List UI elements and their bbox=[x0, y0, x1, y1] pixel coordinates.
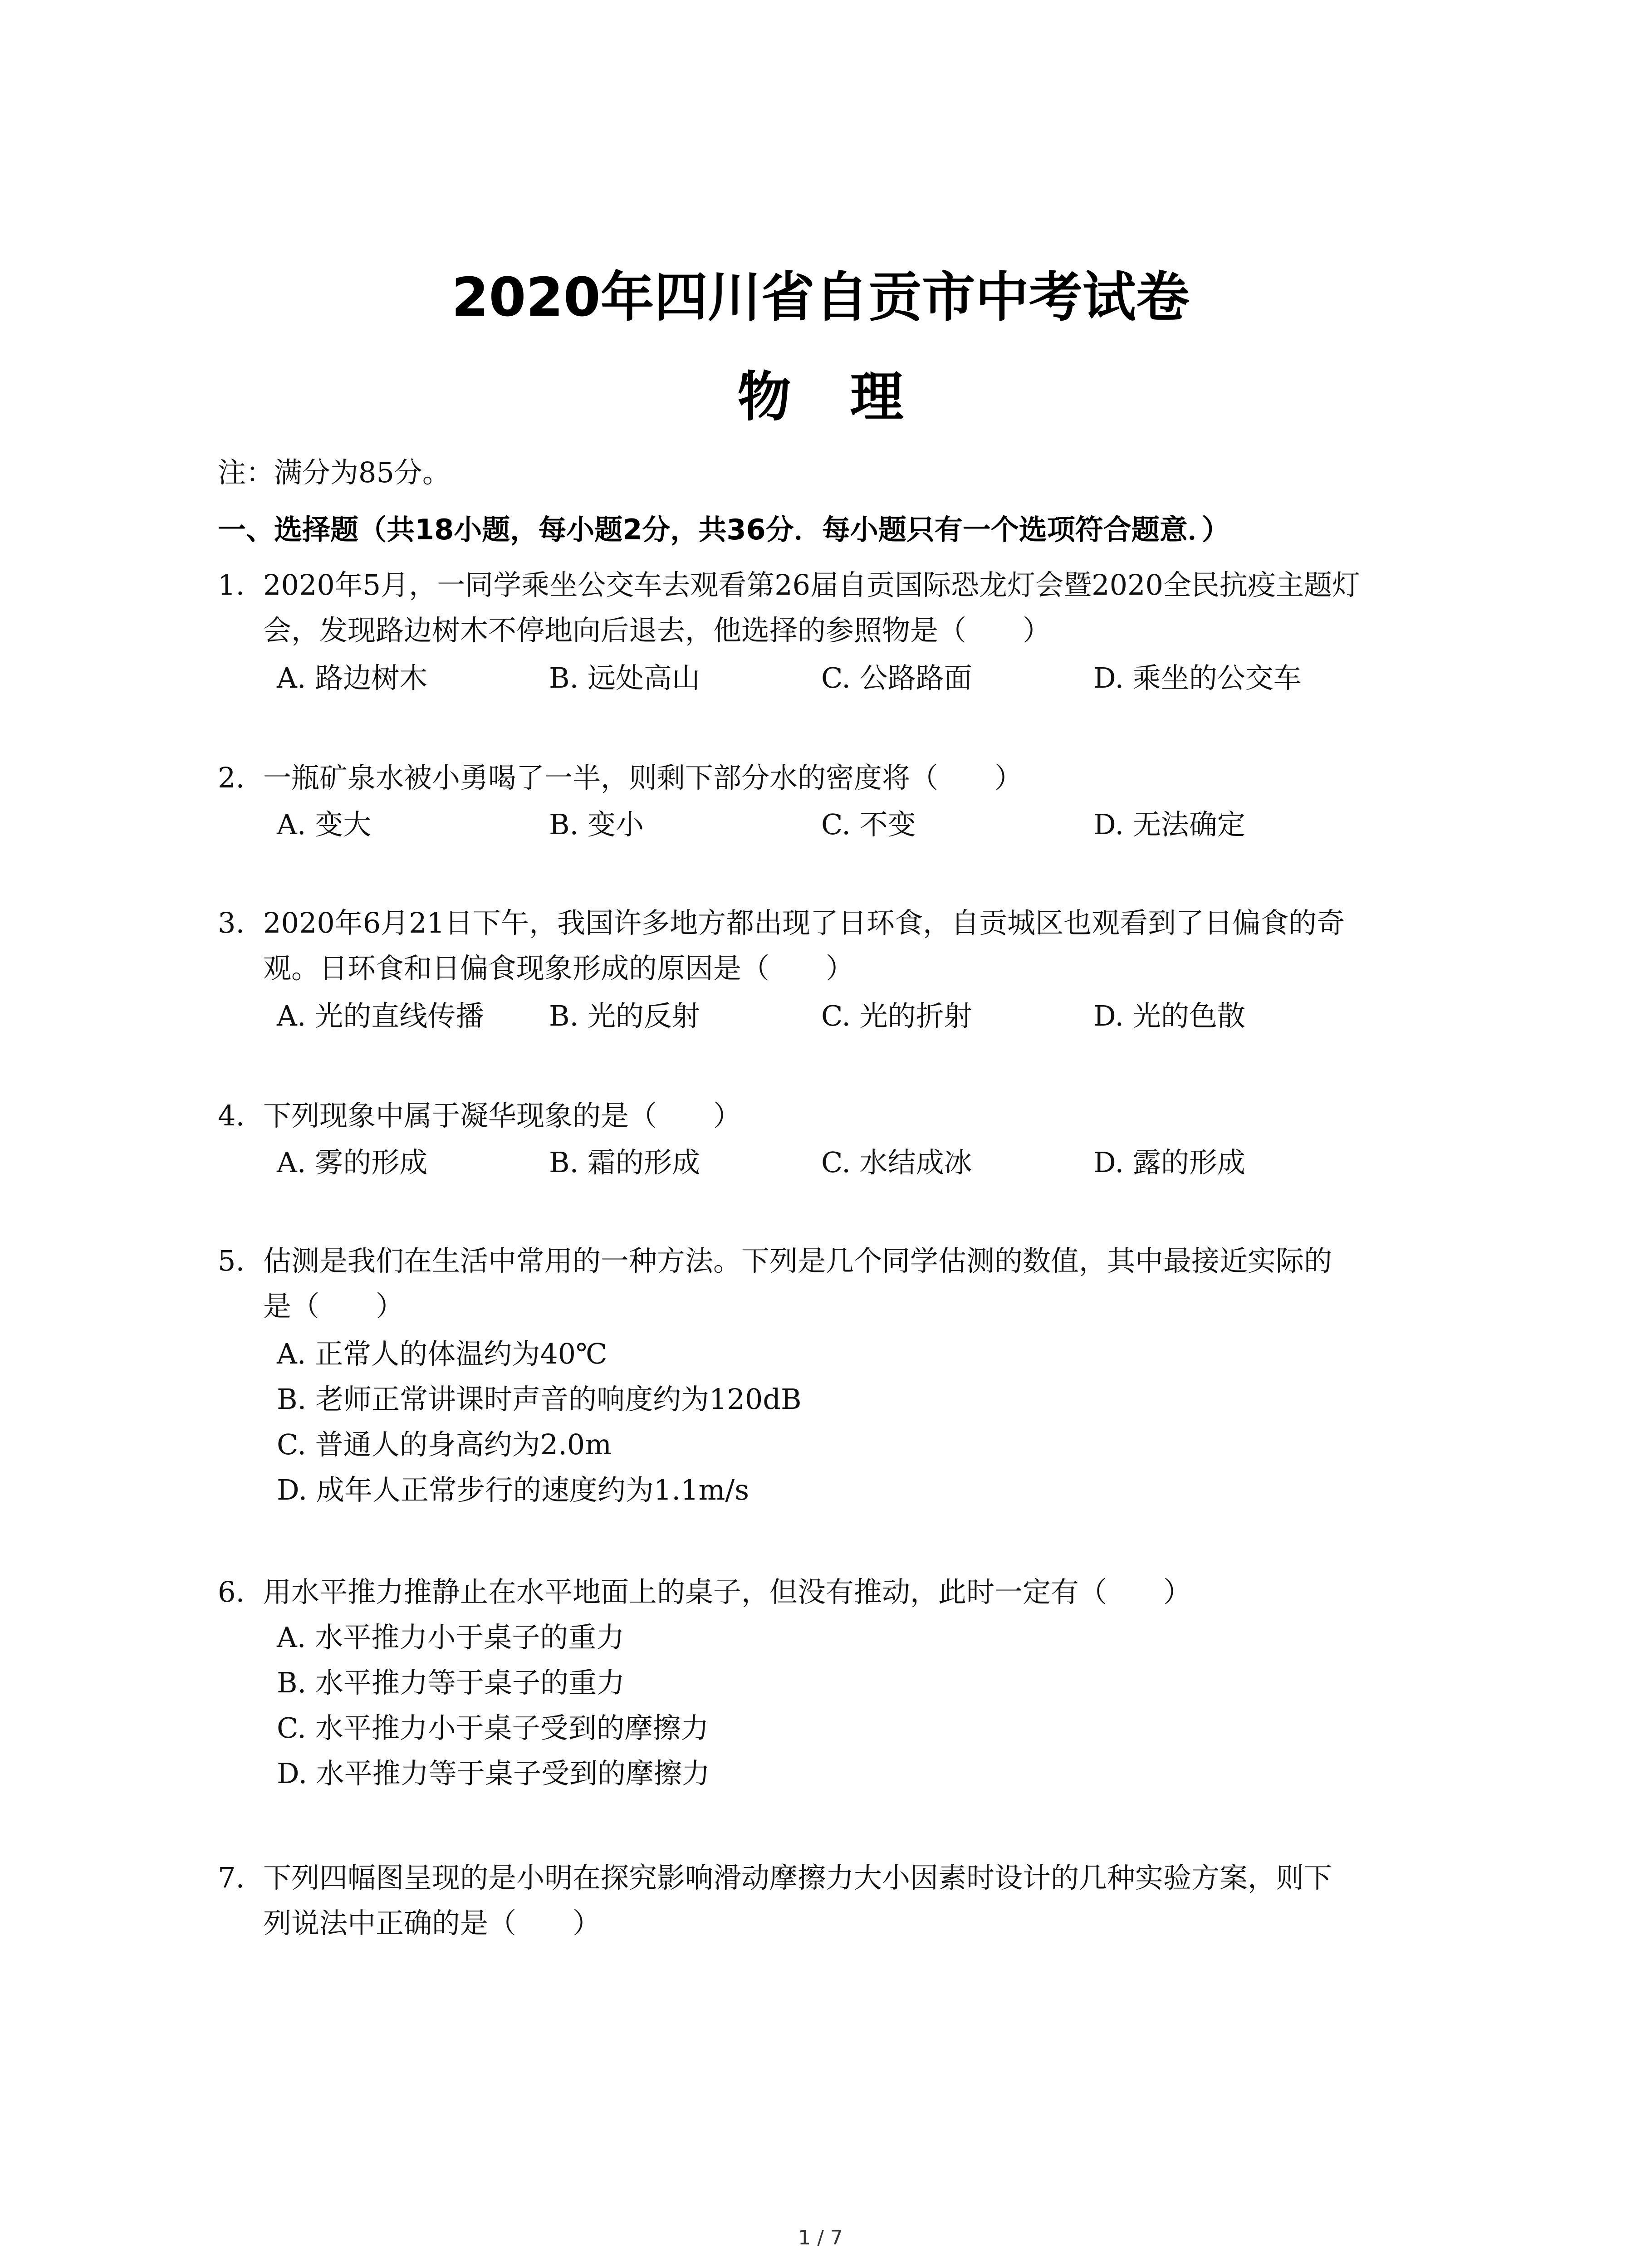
question-1-option-d[interactable]: D. 乘坐的公交车 bbox=[1093, 661, 1302, 694]
question-4-option-d[interactable]: D. 露的形成 bbox=[1093, 1146, 1245, 1179]
question-5-option-c[interactable]: C. 普通人的身高约为2.0m bbox=[277, 1428, 612, 1461]
question-text: 用水平推力推静止在水平地面上的桌子，但没有推动，此时一定有（ ） bbox=[263, 1575, 1192, 1608]
question-2-option-d[interactable]: D. 无法确定 bbox=[1093, 808, 1245, 841]
page-number: 1 / 7 bbox=[798, 2226, 843, 2249]
question-3-line-1 bbox=[218, 905, 1345, 941]
question-5-line-2: 是（ ） bbox=[263, 1290, 404, 1323]
question-2-option-c[interactable]: C. 不变 bbox=[821, 808, 916, 841]
question-1-option-b[interactable]: B. 远处高山 bbox=[549, 661, 700, 694]
question-number: 7. bbox=[218, 1861, 245, 1894]
question-6-option-c[interactable]: C. 水平推力小于桌子受到的摩擦力 bbox=[277, 1711, 709, 1745]
question-7-line-1 bbox=[218, 1860, 1332, 1896]
question-1-line-1 bbox=[218, 567, 1360, 603]
question-6-option-b[interactable]: B. 水平推力等于桌子的重力 bbox=[277, 1666, 625, 1699]
question-3-option-b[interactable]: B. 光的反射 bbox=[549, 999, 700, 1032]
question-4-option-c[interactable]: C. 水结成冰 bbox=[821, 1146, 972, 1179]
question-7-line-2: 列说法中正确的是（ ） bbox=[263, 1906, 601, 1940]
question-number: 2. bbox=[218, 761, 245, 794]
question-4-option-b[interactable]: B. 霜的形成 bbox=[549, 1146, 700, 1179]
question-text: 2020年5月，一同学乘坐公交车去观看第26届自贡国际恐龙灯会暨2020全民抗疫主题灯 bbox=[263, 568, 1360, 601]
score-note: 注：满分为85分。 bbox=[218, 456, 451, 489]
question-5-option-d[interactable]: D. 成年人正常步行的速度约为1.1m/s bbox=[277, 1473, 749, 1506]
question-text: 估测是我们在生活中常用的一种方法。下列是几个同学估测的数值，其中最接近实际的 bbox=[263, 1244, 1332, 1277]
question-number: 6. bbox=[218, 1575, 245, 1608]
question-2-option-b[interactable]: B. 变小 bbox=[549, 808, 644, 841]
question-5-option-a[interactable]: A. 正常人的体温约为40℃ bbox=[277, 1337, 607, 1370]
question-text: 下列现象中属于凝华现象的是（ ） bbox=[263, 1099, 742, 1132]
question-text: 下列四幅图呈现的是小明在探究影响滑动摩擦力大小因素时设计的几种实验方案，则下 bbox=[263, 1861, 1332, 1894]
question-3-option-a[interactable]: A. 光的直线传播 bbox=[277, 999, 484, 1032]
question-1-option-a[interactable]: A. 路边树木 bbox=[277, 661, 428, 694]
question-6-line-1 bbox=[218, 1574, 1191, 1610]
question-text: 2020年6月21日下午，我国许多地方都出现了日环食，自贡城区也观看到了日偏食的奇 bbox=[263, 906, 1345, 939]
question-text: 一瓶矿泉水被小勇喝了一半，则剩下部分水的密度将（ ） bbox=[263, 761, 1023, 794]
section-heading: 一、选择题（共18小题，每小题2分，共36分．每小题只有一个选项符合题意．） bbox=[218, 513, 1230, 546]
question-4-line-1 bbox=[218, 1098, 741, 1134]
question-number: 4. bbox=[218, 1099, 245, 1132]
question-number: 5. bbox=[218, 1244, 245, 1277]
question-6-option-d[interactable]: D. 水平推力等于桌子受到的摩擦力 bbox=[277, 1757, 710, 1790]
question-5-option-b[interactable]: B. 老师正常讲课时声音的响度约为120dB bbox=[277, 1383, 802, 1416]
question-3-option-d[interactable]: D. 光的色散 bbox=[1093, 999, 1245, 1032]
exam-title: 2020年四川省自贡市中考试卷 bbox=[451, 266, 1190, 328]
question-1-line-2: 会，发现路边树木不停地向后退去，他选择的参照物是（ ） bbox=[263, 614, 1051, 647]
question-5-line-1 bbox=[218, 1243, 1332, 1279]
question-4-option-a[interactable]: A. 雾的形成 bbox=[277, 1146, 428, 1179]
question-2-line-1 bbox=[218, 760, 1023, 796]
question-number: 1. bbox=[218, 568, 245, 601]
question-6-option-a[interactable]: A. 水平推力小于桌子的重力 bbox=[277, 1621, 625, 1654]
subject-title: 物理 bbox=[737, 366, 963, 428]
question-number: 3. bbox=[218, 906, 245, 939]
question-3-option-c[interactable]: C. 光的折射 bbox=[821, 999, 972, 1032]
question-1-option-c[interactable]: C. 公路路面 bbox=[821, 661, 972, 694]
question-2-option-a[interactable]: A. 变大 bbox=[277, 808, 372, 841]
question-3-line-2: 观。日环食和日偏食现象形成的原因是（ ） bbox=[263, 952, 854, 985]
